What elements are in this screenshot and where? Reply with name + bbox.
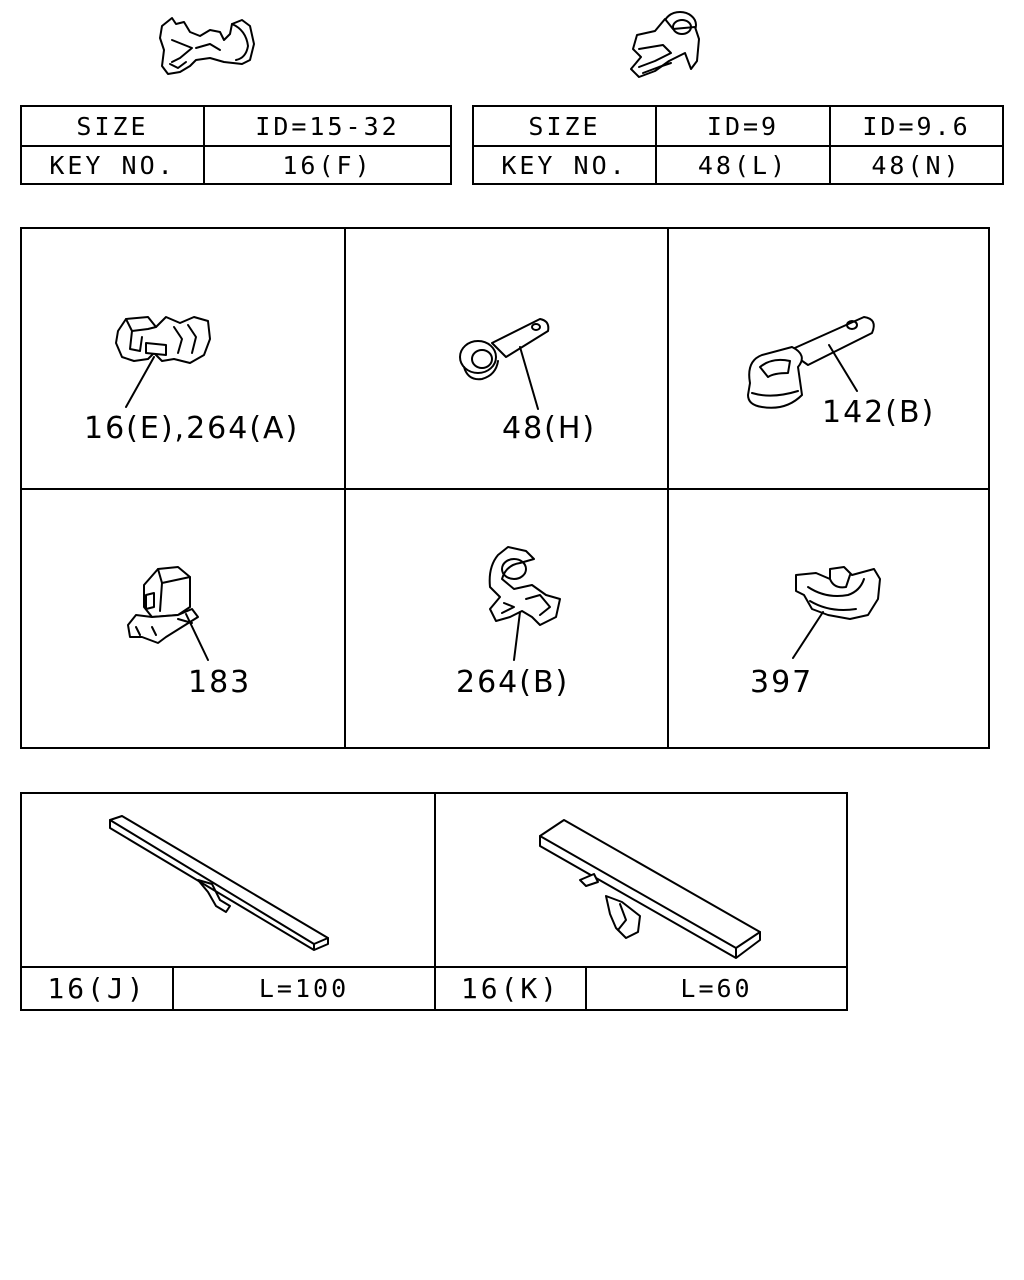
part-label-142b: 142(B) [822, 395, 936, 430]
size-value: ID=15-32 [255, 111, 400, 141]
leader-line [22, 488, 344, 747]
key-no-value: 16(F) [282, 150, 373, 180]
strip-clip-16j-illustration [102, 810, 332, 950]
strip-clip-16k-illustration [522, 810, 762, 960]
part-label-48h: 48(H) [502, 411, 597, 446]
key-no-header: KEY NO. [501, 150, 628, 180]
leader-line [344, 488, 666, 747]
clip-48ln-illustration [625, 5, 715, 85]
key-no-header: KEY NO. [49, 150, 176, 180]
leader-line [667, 229, 989, 488]
size-table-right [472, 105, 1004, 185]
size-value-a: ID=9 [706, 111, 780, 141]
key-no-value-a: 48(L) [697, 150, 789, 180]
part-label-183: 183 [188, 665, 252, 700]
length-16k: L=60 [680, 974, 753, 1003]
part-label-16e-264a: 16(E),264(A) [84, 411, 300, 446]
size-table-left [20, 105, 452, 185]
part-label-397: 397 [750, 665, 814, 700]
leader-line [344, 229, 666, 488]
key-no-16k: 16(K) [460, 972, 561, 1005]
size-header: SIZE [76, 111, 149, 141]
leader-line [667, 488, 989, 747]
size-header: SIZE [528, 111, 601, 141]
key-no-16j: 16(J) [47, 972, 147, 1005]
parts-grid [20, 227, 990, 749]
part-label-264b: 264(B) [456, 665, 570, 700]
leader-line [22, 229, 344, 488]
size-value-b: ID=9.6 [862, 111, 971, 141]
length-table [20, 792, 848, 1011]
length-16j: L=100 [258, 974, 350, 1003]
clip-16f-illustration [150, 10, 270, 80]
key-no-value-b: 48(N) [871, 150, 962, 180]
